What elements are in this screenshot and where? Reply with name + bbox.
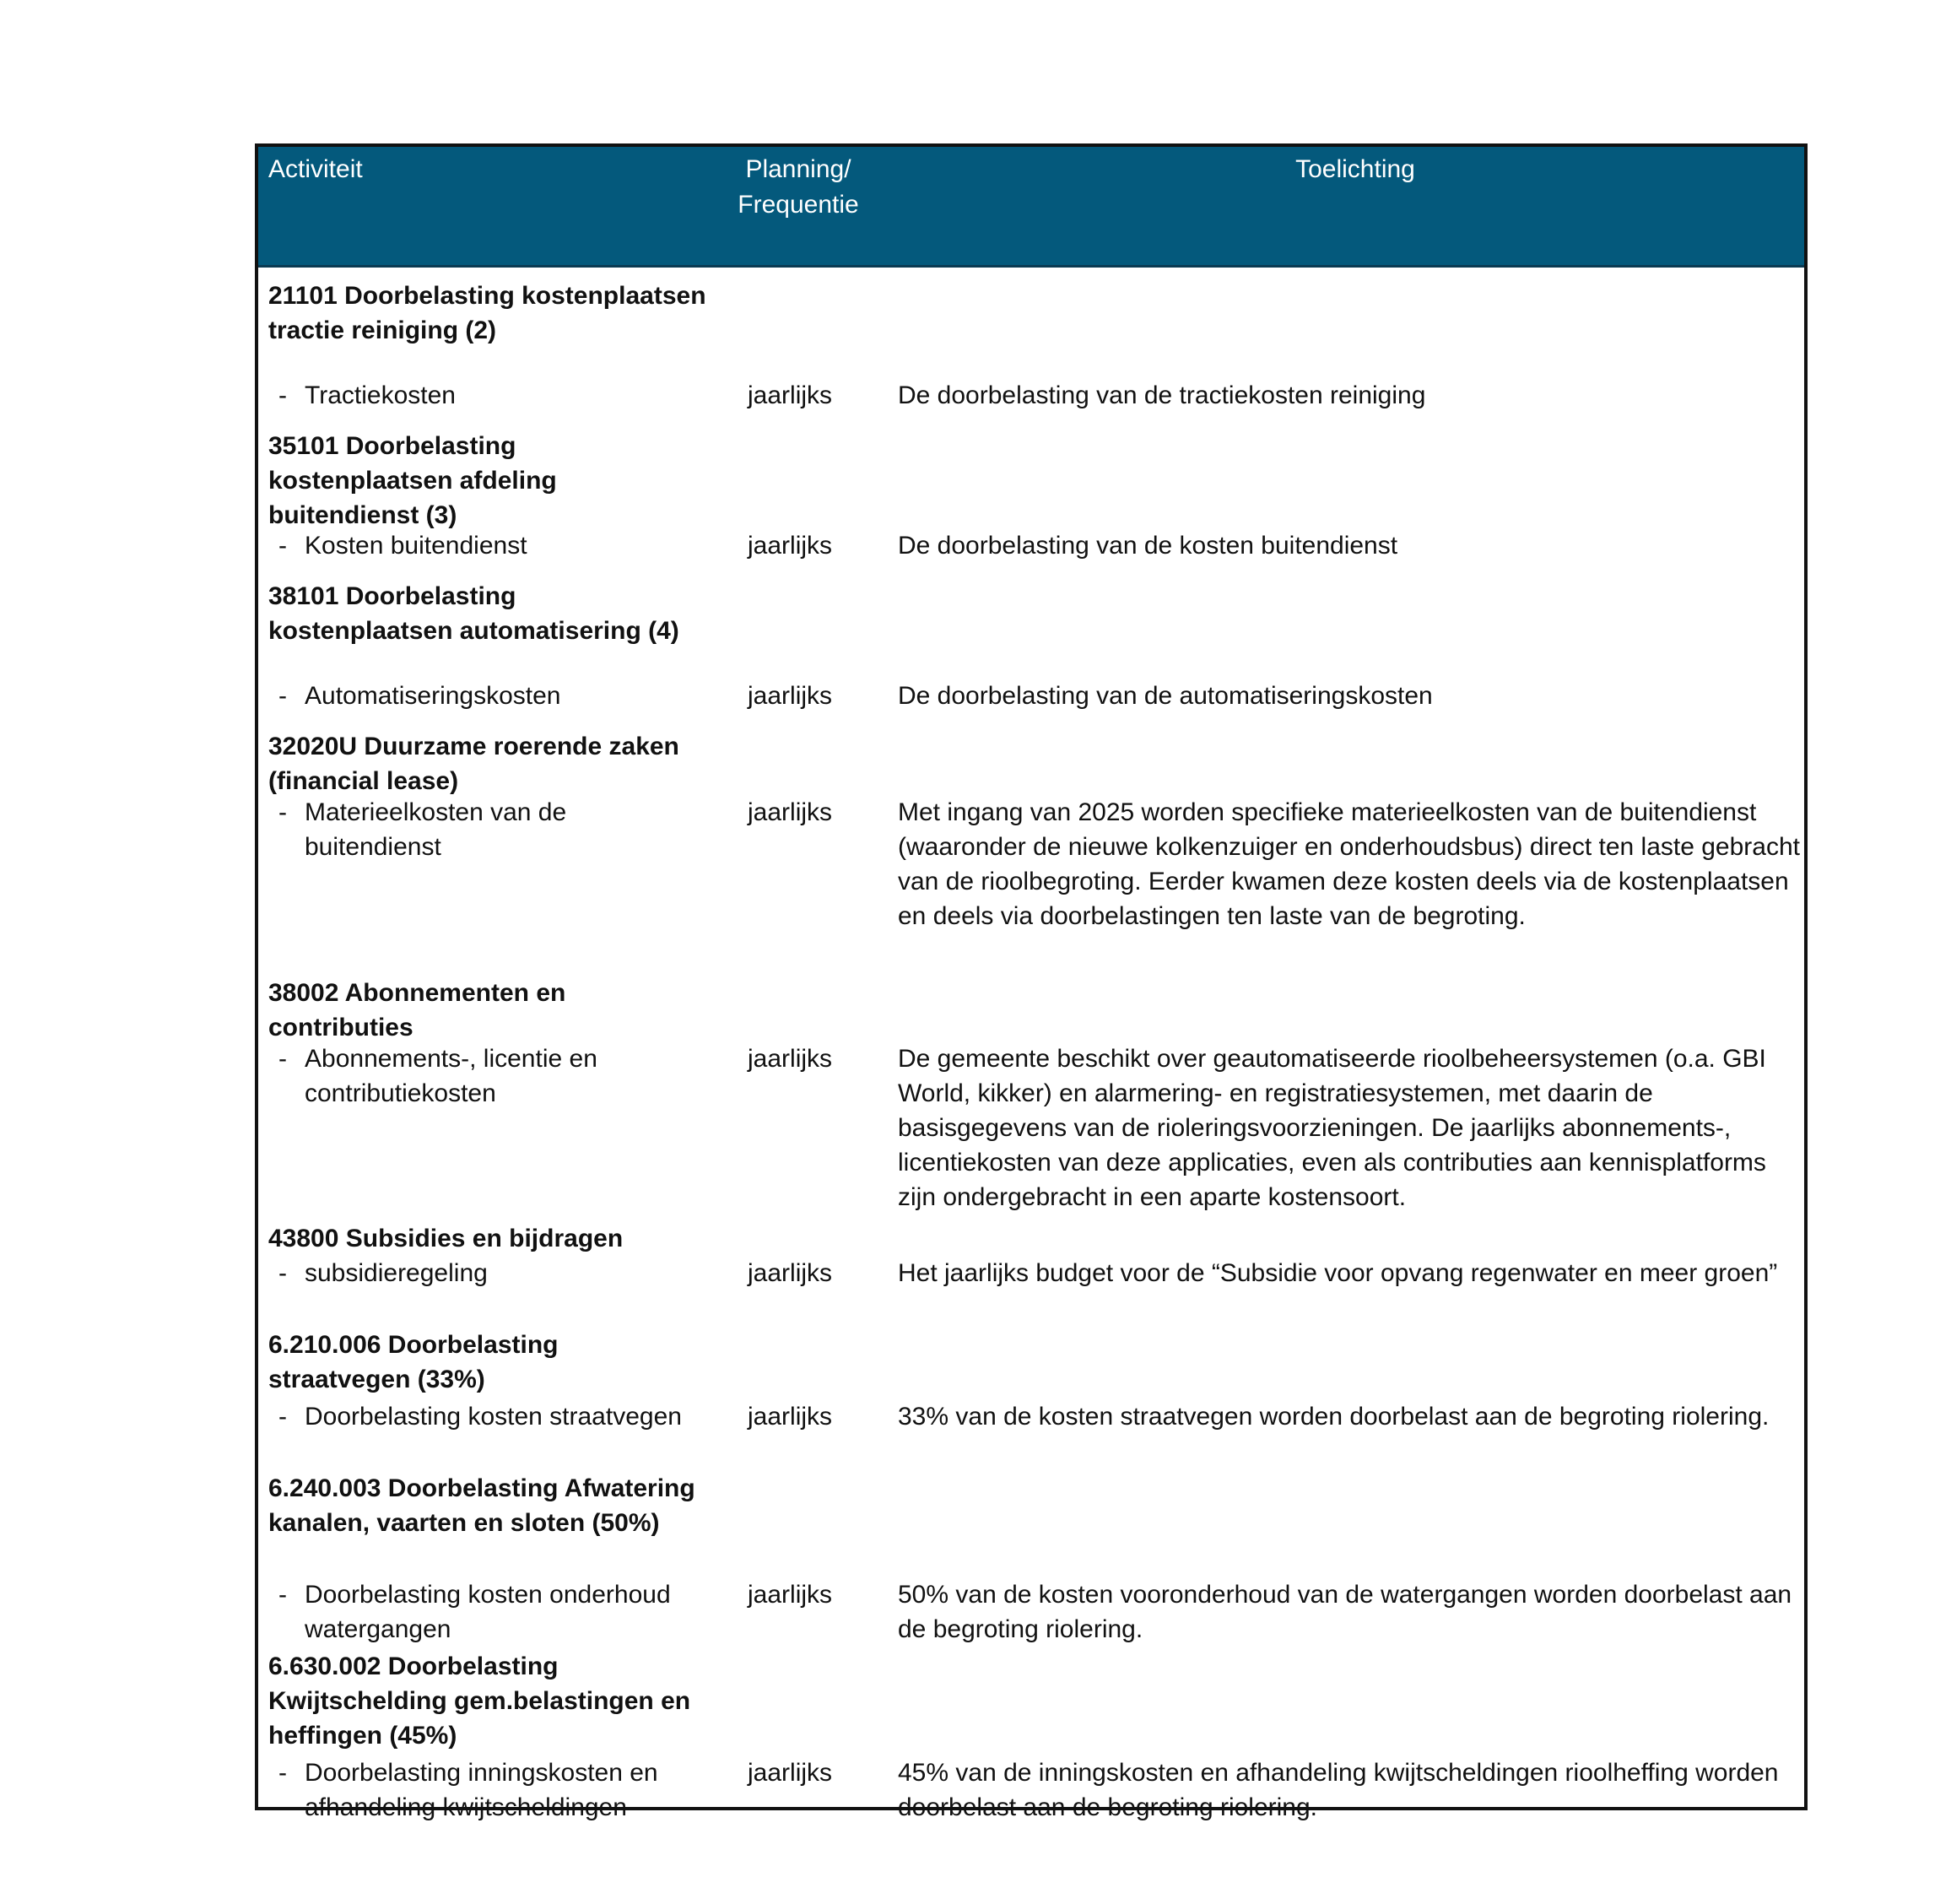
list-dash: - [278,1045,287,1073]
activity-item: Automatiseringskosten [305,682,561,710]
explanation: De doorbelasting van de automatiseringskosten [898,682,1433,710]
category-heading: 6.630.002 Doorbelasting Kwijtschelding gem.belastingen en heffingen (45%) [268,1652,691,1750]
activity-item: Doorbelasting kosten straatvegen [305,1403,682,1431]
frequency: jaarlijks [748,682,833,710]
list-dash: - [278,1759,287,1787]
explanation: Het jaarlijks budget voor de “Subsidie voor opvang regenwater en meer groen” [898,1259,1778,1287]
explanation: Met ingang van 2025 worden specifieke materieelkosten van de buitendienst (waaronder de nieuwe kolkenzuiger en onderhoudsbus) direct ten laste gebracht van de rioolbegroting. Eerder kwamen deze kosten deels via de kostenplaatsen en deels via doorbelastingen ten laste van de begroting. [898,798,1800,930]
category-heading: 43800 Subsidies en bijdragen [268,1225,624,1252]
explanation: 33% van de kosten straatvegen worden doorbelast aan de begroting riolering. [898,1403,1770,1431]
table-body [258,268,1804,1821]
explanation: De doorbelasting van de tractiekosten reiniging [898,381,1426,409]
list-dash: - [278,1581,287,1609]
frequency: jaarlijks [748,381,833,409]
frequency: jaarlijks [748,1403,833,1431]
explanation: 50% van de kosten vooronderhoud van de watergangen worden doorbelast aan de begroting riolering. [898,1581,1792,1643]
frequency: jaarlijks [748,1759,833,1787]
header-planning: Planning/ Frequentie [738,155,859,219]
explanation: 45% van de inningskosten en afhandeling kwijtscheldingen rioolheffing worden doorbelast aan de begroting riolering. [898,1759,1779,1821]
list-dash: - [278,798,287,826]
frequency: jaarlijks [748,1259,833,1287]
list-dash: - [278,381,287,409]
table-header [258,147,1804,268]
frequency: jaarlijks [748,798,833,826]
activity-item: Tractiekosten [305,381,456,409]
header-activity: Activiteit [268,155,363,183]
list-dash: - [278,1403,287,1431]
category-heading: 35101 Doorbelasting kostenplaatsen afdeling buitendienst (3) [268,432,557,529]
list-dash: - [278,532,287,560]
category-heading: 38002 Abonnementen en contributies [268,979,566,1041]
category-heading: 38101 Doorbelasting kostenplaatsen automatisering (4) [268,582,679,645]
activity-item: Kosten buitendienst [305,532,527,560]
explanation: De gemeente beschikt over geautomatiseerde rioolbeheersystemen (o.a. GBI World, kikker) en alarmering- en registratiesystemen, met daarin de basisgegevens van de rioleringsvoorzieningen. De jaarlijks abonnements-, licentiekosten van deze applicaties, even als contributies aan kennisplatforms zijn ondergebracht in een aparte kostensoort. [898,1045,1766,1211]
category-heading: 6.210.006 Doorbelasting straatvegen (33%) [268,1331,559,1393]
frequency: jaarlijks [748,1581,833,1609]
activity-item: Materieelkosten van de buitendienst [305,798,567,861]
list-dash: - [278,1259,287,1287]
activity-item: subsidieregeling [305,1259,488,1287]
explanation: De doorbelasting van de kosten buitendienst [898,532,1398,560]
list-dash: - [278,682,287,710]
category-heading: 6.240.003 Doorbelasting Afwatering kanalen, vaarten en sloten (50%) [268,1474,695,1537]
header-explanation: Toelichting [1295,155,1415,183]
activity-item: Abonnements-, licentie en contributiekosten [305,1045,597,1107]
cost-table [255,143,1808,1821]
activity-item: Doorbelasting kosten onderhoud watergangen [305,1581,671,1643]
frequency: jaarlijks [748,1045,833,1073]
category-heading: 32020U Duurzame roerende zaken (financial lease) [268,733,679,795]
category-heading: 21101 Doorbelasting kostenplaatsen tractie reiniging (2) [268,282,706,344]
frequency: jaarlijks [748,532,833,560]
activity-item: Doorbelasting inningskosten en afhandeling kwijtscheldingen [305,1759,658,1821]
